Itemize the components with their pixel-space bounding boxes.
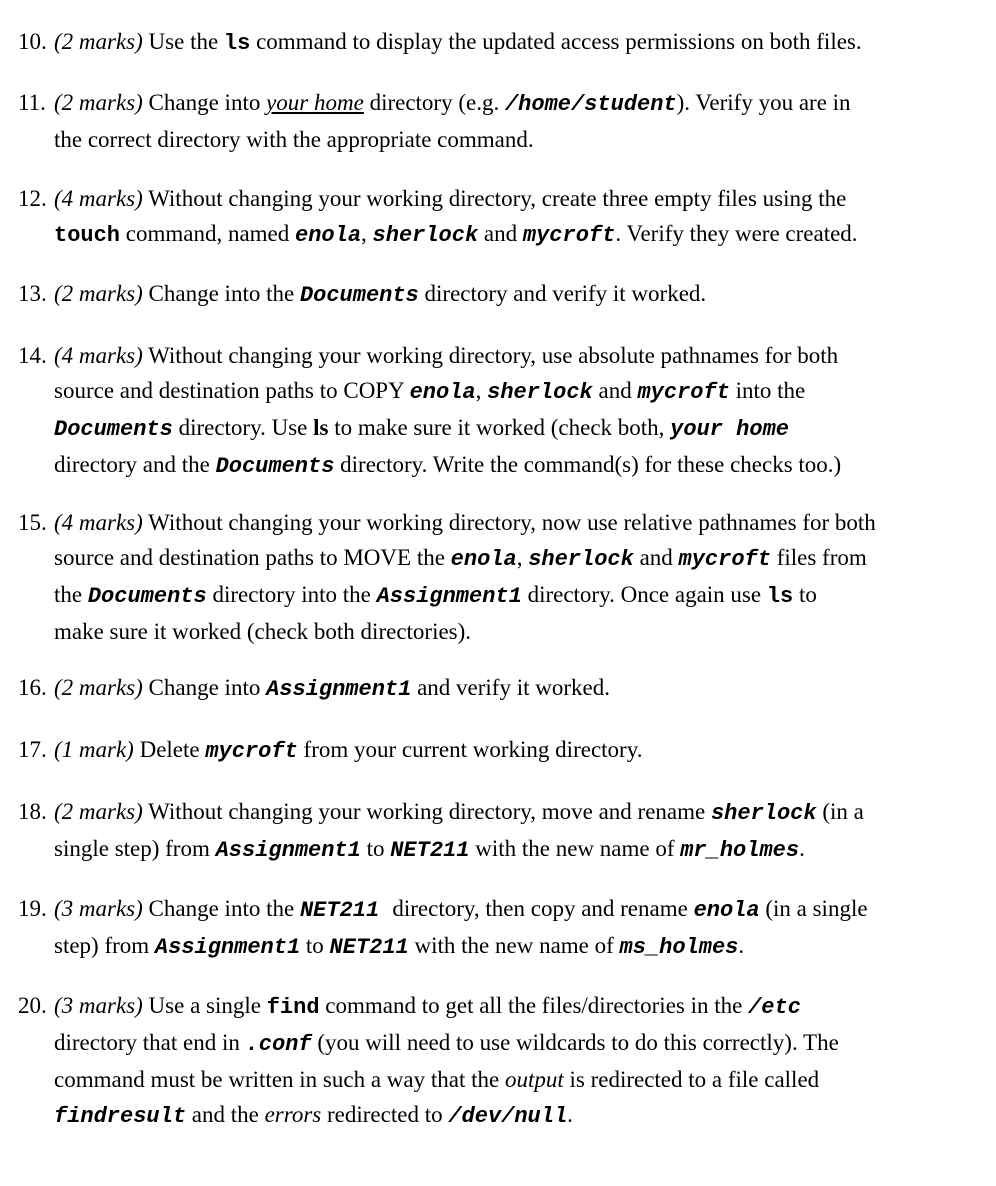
code-term: your home — [670, 417, 789, 442]
code-term: NET211 — [390, 838, 470, 863]
text-run: directory. Use — [172, 415, 314, 440]
text-run: directory (e.g. — [363, 90, 505, 115]
code-term: Documents — [54, 417, 173, 442]
text-line — [54, 928, 978, 965]
text-run: and — [478, 221, 523, 246]
text-run: command must be written in such a way that the — [54, 1067, 505, 1092]
text-run: Use the — [142, 29, 224, 54]
text-run: Change into the — [142, 281, 300, 306]
marks-label: (2 marks) — [54, 675, 143, 700]
text-line — [54, 24, 978, 61]
question-number: 11. — [18, 90, 46, 115]
code-term: mycroft — [637, 380, 730, 405]
text-run: (in a single — [759, 896, 868, 921]
code-term: Documents — [299, 283, 419, 308]
code-term: Assignment1 — [376, 584, 522, 609]
text-run: into the — [729, 378, 806, 403]
code-term: sherlock — [487, 380, 593, 405]
code-term: NET211 — [299, 898, 393, 923]
text-run: (you will need to use wildcards to do this correctly). The — [311, 1030, 839, 1055]
text-line — [54, 794, 978, 831]
marks-label: (4 marks) — [54, 510, 143, 535]
text-line — [54, 447, 978, 484]
text-run: is redirected to a file called — [563, 1067, 820, 1092]
marks-label: (3 marks) — [54, 993, 143, 1018]
code-term: ms_holmes — [619, 935, 739, 960]
text-run: . — [799, 836, 805, 861]
text-run: and the — [186, 1102, 265, 1127]
question-10 — [18, 24, 978, 61]
question-number: 16. — [18, 675, 47, 700]
text-run: the correct directory with the appropriate command. — [54, 127, 534, 152]
question-number: 19. — [18, 896, 47, 921]
text-run: command to display the updated access permissions on both files. — [250, 29, 862, 54]
code-term: /dev/null — [448, 1104, 568, 1129]
marks-label: (3 marks) — [54, 896, 143, 921]
text-run: command, named — [120, 221, 296, 246]
code-term: ls — [223, 31, 251, 56]
code-term: ls — [313, 415, 329, 440]
text-run: source and destination paths to MOVE the — [54, 545, 451, 570]
text-run: command to get all the files/directories in the — [319, 993, 749, 1018]
text-line — [54, 181, 978, 216]
text-run: Without changing your working directory, use absolute pathnames for both — [142, 343, 839, 368]
code-term: find — [266, 995, 320, 1020]
code-term: Documents — [215, 454, 335, 479]
text-run: Without changing your working directory, now use relative pathnames for both — [142, 510, 876, 535]
code-term: touch — [54, 223, 121, 248]
text-run: redirected to — [321, 1102, 449, 1127]
question-19 — [18, 891, 978, 965]
text-run: from your current working directory. — [297, 737, 643, 762]
text-line — [54, 831, 978, 868]
code-term: sherlock — [710, 801, 817, 826]
question-13 — [18, 276, 978, 313]
marks-label: (4 marks) — [54, 343, 143, 368]
code-term: .conf — [245, 1032, 312, 1057]
text-run: ). Verify you are in — [676, 90, 851, 115]
text-run: Delete — [133, 737, 206, 762]
text-run: Without changing your working directory, move and rename — [142, 799, 711, 824]
text-run: and — [633, 545, 679, 570]
code-term: Assignment1 — [215, 838, 361, 863]
text-line — [54, 1025, 978, 1062]
emphasis-text: errors — [264, 1102, 322, 1127]
code-term: findresult — [54, 1104, 187, 1129]
question-number: 20. — [18, 993, 47, 1018]
text-run: . — [738, 933, 745, 958]
text-run: Change into the — [142, 896, 300, 921]
text-run: directory and verify it worked. — [418, 281, 707, 306]
question-number: 10. — [18, 29, 47, 54]
question-17 — [18, 732, 978, 769]
marks-label: (2 marks) — [54, 90, 143, 115]
text-line — [54, 614, 978, 649]
text-run: make sure it worked (check both directories). — [54, 619, 472, 644]
code-term: /home/student — [504, 92, 677, 117]
code-term: NET211 — [329, 935, 409, 960]
text-run: with the new name of — [469, 836, 681, 861]
question-16 — [18, 670, 978, 707]
text-line — [54, 577, 978, 614]
text-run: and verify it worked. — [411, 675, 610, 700]
marks-label: (2 marks) — [54, 29, 143, 54]
question-number: 14. — [18, 343, 47, 368]
text-run: directory. Write the command(s) for these checks too.) — [334, 452, 842, 477]
text-run: directory that end in — [54, 1030, 246, 1055]
code-term: mycroft — [522, 223, 616, 248]
marks-label: (2 marks) — [54, 281, 143, 306]
question-18 — [18, 794, 978, 868]
emphasis-text: output — [504, 1067, 564, 1092]
text-run: . Verify they were created. — [615, 221, 858, 246]
code-term: enola — [409, 380, 476, 405]
code-term: mycroft — [678, 547, 771, 572]
question-11 — [18, 85, 978, 157]
text-run: Change into — [142, 90, 267, 115]
code-term: Assignment1 — [154, 935, 301, 960]
question-14 — [18, 338, 978, 484]
code-term: /etc — [748, 995, 801, 1020]
text-line — [54, 540, 978, 577]
text-run: and — [592, 378, 638, 403]
text-run: with the new name of — [408, 933, 620, 958]
text-run: directory. Once again use — [521, 582, 767, 607]
question-number: 18. — [18, 799, 47, 824]
code-term: ls — [766, 584, 794, 609]
text-line — [54, 732, 978, 769]
code-term: mr_holmes — [680, 838, 800, 863]
code-term: sherlock — [372, 223, 479, 248]
text-line — [54, 505, 978, 540]
text-run: , — [475, 378, 488, 403]
code-term: enola — [295, 223, 362, 248]
code-term: sherlock — [528, 547, 634, 572]
text-run: directory and the — [54, 452, 216, 477]
question-number: 13. — [18, 281, 47, 306]
text-run: (in a — [816, 799, 864, 824]
text-line — [54, 85, 978, 122]
question-number: 12. — [18, 186, 47, 211]
question-12 — [18, 181, 978, 253]
text-line — [54, 891, 978, 928]
text-line — [54, 373, 978, 410]
text-line — [54, 338, 978, 373]
text-run: step) from — [54, 933, 155, 958]
text-run: Use a single — [142, 993, 267, 1018]
marks-label: (1 mark) — [54, 737, 134, 762]
text-line — [54, 1062, 978, 1097]
text-run: to — [300, 933, 330, 958]
text-run: files from — [770, 545, 867, 570]
text-run: to make sure it worked (check both, — [328, 415, 671, 440]
text-run: to — [793, 582, 817, 607]
text-line — [54, 122, 978, 157]
question-15 — [18, 505, 978, 649]
text-line — [54, 1097, 978, 1134]
code-term: Documents — [87, 584, 207, 609]
text-run: source and destination paths to COPY — [54, 378, 410, 403]
text-run: Change into — [142, 675, 267, 700]
text-run: , — [361, 221, 373, 246]
text-run: directory into the — [206, 582, 377, 607]
text-line — [54, 670, 978, 707]
code-term: enola — [450, 547, 517, 572]
text-line — [54, 216, 978, 253]
code-term: enola — [693, 898, 760, 923]
code-term: mycroft — [205, 739, 298, 764]
question-20 — [18, 988, 978, 1134]
text-run: to — [360, 836, 391, 861]
marks-label: (2 marks) — [54, 799, 143, 824]
code-term: Assignment1 — [266, 677, 412, 702]
marks-label: (4 marks) — [54, 186, 143, 211]
text-run: the — [54, 582, 88, 607]
text-run: . — [567, 1102, 573, 1127]
text-run: directory, then copy and rename — [392, 896, 694, 921]
text-run: , — [516, 545, 529, 570]
text-line — [54, 276, 978, 313]
emphasis-text: your home — [266, 90, 364, 115]
question-number: 15. — [18, 510, 47, 535]
text-run: Without changing your working directory, create three empty files using the — [142, 186, 847, 211]
question-number: 17. — [18, 737, 47, 762]
text-line — [54, 410, 978, 447]
text-run: single step) from — [54, 836, 216, 861]
text-line — [54, 988, 978, 1025]
